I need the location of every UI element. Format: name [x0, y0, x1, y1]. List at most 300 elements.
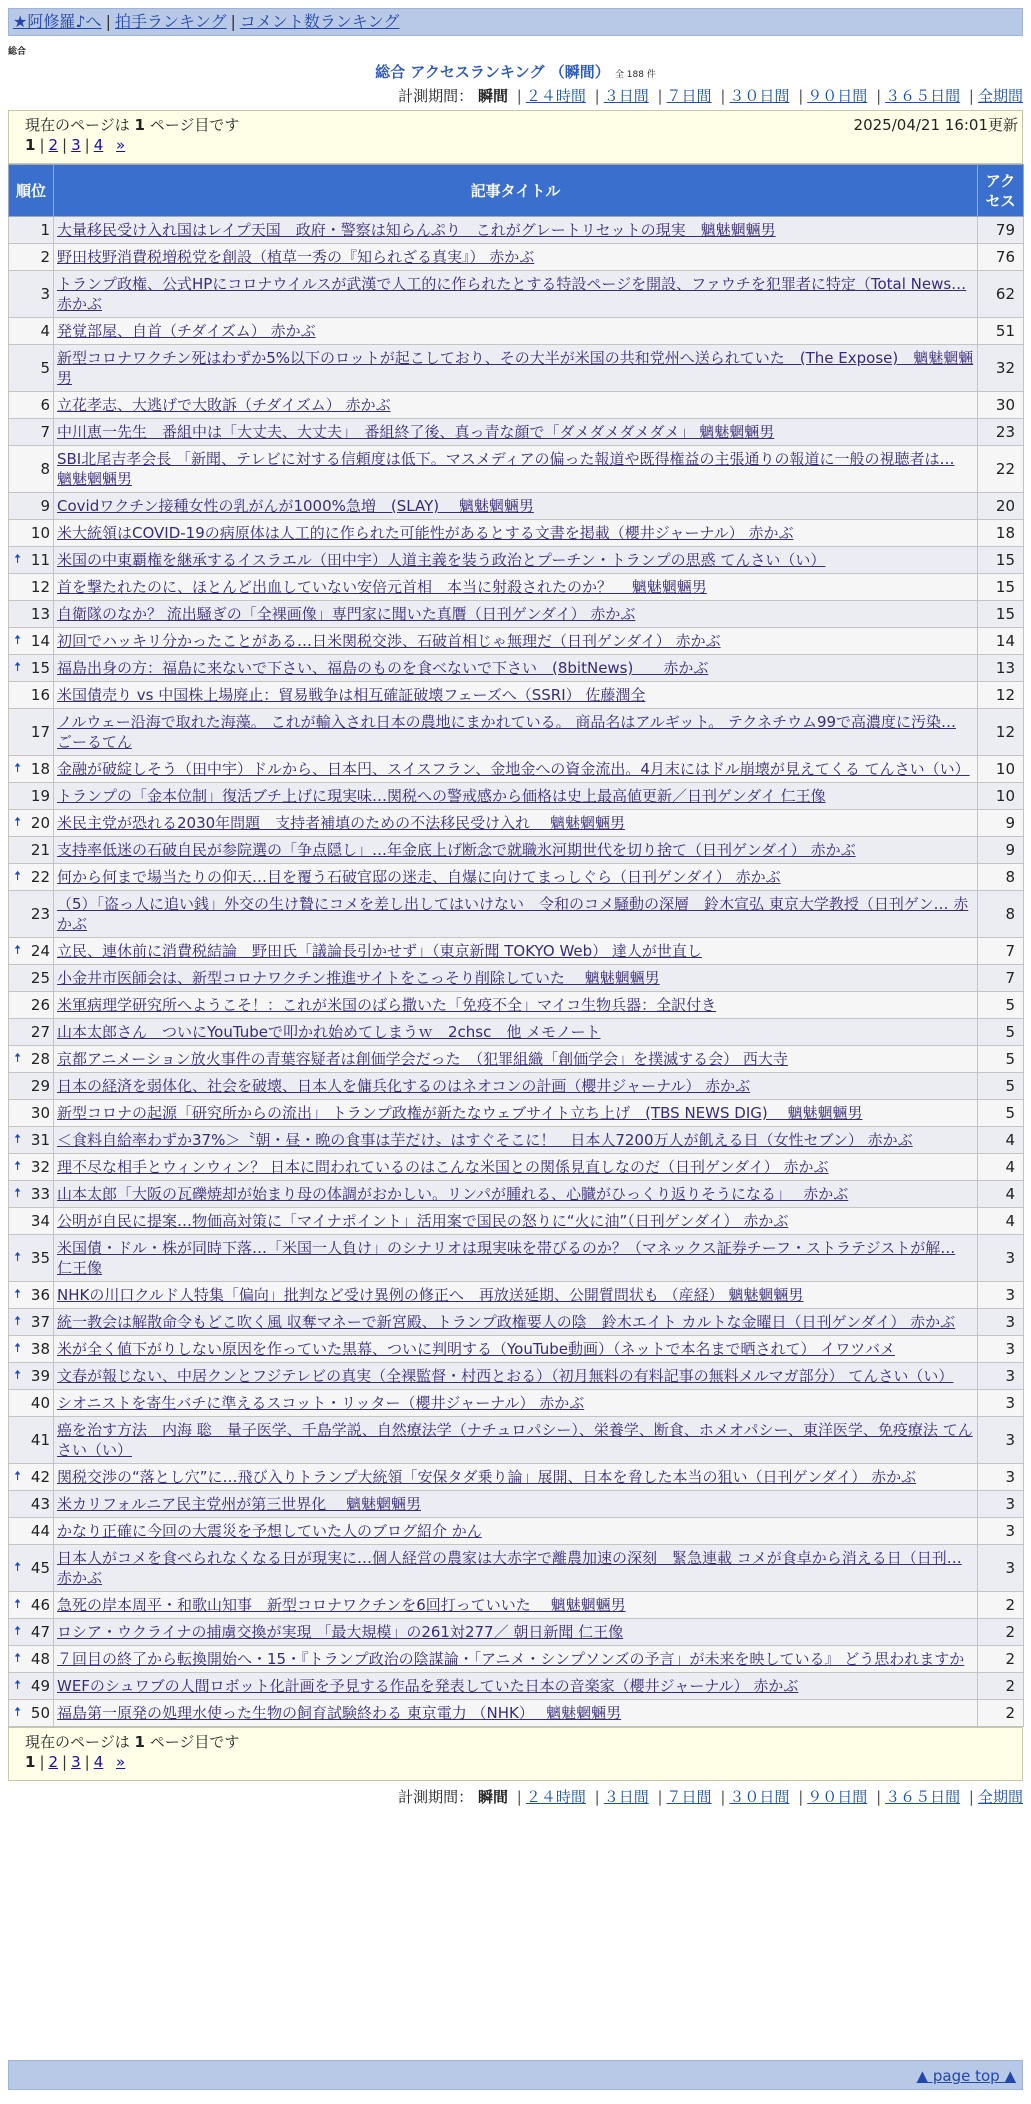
- rank-cell: [9, 682, 54, 709]
- access-count: 18: [978, 520, 1024, 547]
- access-count: 76: [978, 244, 1024, 271]
- article-link[interactable]: WEFのシュワブの人間ロボット化計画を予見する作品を発表していた日本の音楽家（櫻井ジャーナル） 赤かぶ: [57, 1677, 799, 1695]
- table-row: [9, 1046, 1024, 1073]
- table-row: [9, 1181, 1024, 1208]
- period-90d[interactable]: ９０日間: [807, 87, 868, 105]
- access-count: 3: [978, 1491, 1024, 1518]
- access-count: 12: [978, 682, 1024, 709]
- article-link[interactable]: 関税交渉の“落とし穴”に…飛び入りトランプ大統領「安保タダ乗り論」展開、日本を脅した本当の狙い（日刊ゲンダイ） 赤かぶ: [57, 1468, 917, 1486]
- access-count: 4: [978, 1154, 1024, 1181]
- pager: 1 | 2 | 3 | 4 »: [25, 136, 126, 154]
- period-24h[interactable]: ２４時間: [525, 87, 586, 105]
- title-cell: [54, 965, 978, 992]
- title-cell: [54, 547, 978, 574]
- access-count: 3: [978, 1518, 1024, 1545]
- link-comment-ranking[interactable]: コメント数ランキング: [239, 12, 400, 31]
- article-link[interactable]: 急死の岸本周平・和歌山知事 新型コロナワクチンを6回打っていいた 魑魅魍魎男: [57, 1596, 626, 1614]
- article-link[interactable]: 新型コロナワクチン死はわずか5%以下のロットが起こしており、その大半が米国の共和党州へ送られていた (The Expose) 魑魅魍魎男: [57, 349, 974, 387]
- rank-number: 49: [30, 1677, 50, 1695]
- title-cell: [54, 217, 978, 244]
- title-cell: [54, 601, 978, 628]
- access-count: 3: [978, 1417, 1024, 1464]
- link-asyura-home[interactable]: ★阿修羅♪へ: [13, 12, 102, 31]
- rank-cell: [9, 1235, 54, 1282]
- table-row: [9, 864, 1024, 891]
- rank-cell: [9, 1363, 54, 1390]
- article-link[interactable]: 癌を治す方法 内海 聡 量子医学、千島学説、自然療法学（ナチュロパシー）、栄養学、断食、ホメオパシー、東洋医学、免疫療法 てんさい（い）: [57, 1421, 973, 1459]
- rank-cell: [9, 628, 54, 655]
- rank-number: 17: [30, 723, 50, 741]
- title-cell: [54, 756, 978, 783]
- article-link[interactable]: ノルウェー沿海で取れた海藻。 これが輸入され日本の農地にまかれている。 商品名はアルギット。 テクネチウム99で高濃度に汚染… ごーるてん: [57, 713, 957, 751]
- page-top-link[interactable]: ▲ page top ▲: [916, 2067, 1016, 2085]
- table-row: [9, 1073, 1024, 1100]
- rank-up-arrow-icon: 🠅: [14, 1597, 22, 1612]
- rank-number: 11: [30, 551, 50, 569]
- rank-up-arrow-icon: 🠅: [14, 552, 22, 567]
- period-7d[interactable]: ７日間: [666, 1788, 712, 1806]
- access-count: 2: [978, 1673, 1024, 1700]
- rank-cell: [9, 345, 54, 392]
- rank-up-arrow-icon: 🠅: [14, 1341, 22, 1356]
- rank-number: 30: [30, 1104, 50, 1122]
- rank-cell: [9, 1336, 54, 1363]
- title-cell: [54, 1646, 978, 1673]
- rank-number: 45: [30, 1559, 50, 1577]
- rank-up-arrow-icon: 🠅: [14, 1469, 22, 1484]
- rank-number: 37: [30, 1313, 50, 1331]
- table-row: [9, 345, 1024, 392]
- article-link[interactable]: 理不尽な相手とウィンウィン？ 日本に問われているのはこんな米国との関係見直しなのだ（日刊ゲンダイ） 赤かぶ: [57, 1158, 829, 1176]
- rank-cell: [9, 271, 54, 318]
- table-row: [9, 682, 1024, 709]
- article-link[interactable]: 公明が自民に提案…物価高対策に「マイナポイント」活用案で国民の怒りに“火に油”（日刊ゲンダイ） 赤かぶ: [57, 1212, 789, 1230]
- access-count: 8: [978, 864, 1024, 891]
- period-all[interactable]: 全期間: [977, 87, 1023, 105]
- rank-number: 12: [30, 578, 50, 596]
- title-cell: [54, 1309, 978, 1336]
- title-cell: [54, 1046, 978, 1073]
- pager-page-4[interactable]: 4: [93, 1753, 104, 1771]
- title-cell: [54, 837, 978, 864]
- rank-cell: [9, 1518, 54, 1545]
- table-row: [9, 1491, 1024, 1518]
- article-link[interactable]: 初回でハッキリ分かったことがある…日米関税交渉、石破首相じゃ無理だ（日刊ゲンダイ） 赤かぶ: [57, 632, 721, 650]
- article-link[interactable]: トランプの「金本位制」復活ブチ上げに現実味…関税への警戒感から価格は史上最高値更新／日刊ゲンダイ 仁王像: [57, 787, 826, 805]
- article-link[interactable]: 京都アニメーション放火事件の青葉容疑者は創価学会だった （犯罪組織「創価学会」を撲滅する会） 西大寺: [57, 1050, 788, 1068]
- table-row: [9, 217, 1024, 244]
- table-row: [9, 810, 1024, 837]
- period-all[interactable]: 全期間: [977, 1788, 1023, 1806]
- rank-number: 8: [40, 460, 50, 478]
- article-link[interactable]: 中川恵一先生 番組中は「大丈夫、大丈夫」 番組終了後、真っ青な顔で「ダメダメダメダメ」 魑魅魍魎男: [57, 423, 775, 441]
- access-count: 20: [978, 493, 1024, 520]
- title-cell: [54, 1518, 978, 1545]
- rank-number: 50: [30, 1704, 50, 1722]
- rank-number: 20: [30, 814, 50, 832]
- rank-cell: [9, 1208, 54, 1235]
- rank-cell: [9, 655, 54, 682]
- article-link[interactable]: 統一教会は解散命令もどこ吹く風 収奪マネーで新宮殿、トランプ政権要人の陰 鈴木エイト カルトな金曜日（日刊ゲンダイ） 赤かぶ: [57, 1313, 956, 1331]
- rank-cell: [9, 810, 54, 837]
- pager-next[interactable]: »: [116, 136, 126, 154]
- rank-up-arrow-icon: 🠅: [14, 1051, 22, 1066]
- access-count: 23: [978, 419, 1024, 446]
- pager-page-3[interactable]: 3: [71, 1753, 81, 1771]
- rank-cell: [9, 1592, 54, 1619]
- title-cell: [54, 783, 978, 810]
- title-cell: [54, 1154, 978, 1181]
- rank-number: 33: [30, 1185, 50, 1203]
- article-link[interactable]: 新型コロナの起源「研究所からの流出」 トランプ政権が新たなウェブサイト立ち上げ (TBS NEWS DIG) 魑魅魍魎男: [57, 1104, 863, 1122]
- rank-number: 14: [30, 632, 50, 650]
- title-cell: [54, 244, 978, 271]
- rank-cell: [9, 1545, 54, 1592]
- access-count: 9: [978, 810, 1024, 837]
- rank-up-arrow-icon: 🠅: [14, 1132, 22, 1147]
- table-row: [9, 1646, 1024, 1673]
- rank-cell: [9, 446, 54, 493]
- period-current: 瞬間: [477, 1788, 508, 1806]
- table-row: [9, 965, 1024, 992]
- rank-up-arrow-icon: 🠅: [14, 761, 22, 776]
- rank-cell: [9, 756, 54, 783]
- rank-number: 38: [30, 1340, 50, 1358]
- rank-number: 27: [30, 1023, 50, 1041]
- access-count: 3: [978, 1235, 1024, 1282]
- rank-number: 3: [40, 285, 50, 303]
- access-count: 14: [978, 628, 1024, 655]
- article-link[interactable]: 首を撃たれたのに、ほとんど出血していない安倍元首相 本当に射殺されたのか？ 魑魅魍魎男: [57, 578, 707, 596]
- access-count: 3: [978, 1464, 1024, 1491]
- rank-up-arrow-icon: 🠅: [14, 869, 22, 884]
- article-link[interactable]: 何から何まで場当たりの仰天…目を覆う石破官邸の迷走、自爆に向けてまっしぐら（日刊ゲンダイ） 赤かぶ: [57, 868, 781, 886]
- rank-number: 43: [30, 1495, 50, 1513]
- rank-cell: [9, 601, 54, 628]
- title-cell: [54, 938, 978, 965]
- title-cell: [54, 1181, 978, 1208]
- table-row: [9, 601, 1024, 628]
- access-count: 12: [978, 709, 1024, 756]
- table-row: [9, 1700, 1024, 1727]
- access-count: 22: [978, 446, 1024, 493]
- table-row: [9, 318, 1024, 345]
- title-cell: [54, 1545, 978, 1592]
- title-cell: [54, 1208, 978, 1235]
- article-link[interactable]: 小金井市医師会は、新型コロナワクチン推進サイトをこっそり削除していた 魑魅魍魎男: [57, 969, 660, 987]
- rank-number: 29: [30, 1077, 50, 1095]
- period-3d[interactable]: ３日間: [603, 87, 649, 105]
- rank-up-arrow-icon: 🠅: [14, 1560, 22, 1575]
- access-count: 3: [978, 1363, 1024, 1390]
- title-cell: [54, 446, 978, 493]
- table-row: [9, 446, 1024, 493]
- table-row: [9, 1235, 1024, 1282]
- rank-cell: [9, 709, 54, 756]
- table-row: [9, 1127, 1024, 1154]
- period-24h[interactable]: ２４時間: [525, 1788, 586, 1806]
- rank-number: 44: [30, 1522, 50, 1540]
- access-count: 15: [978, 601, 1024, 628]
- access-count: 10: [978, 783, 1024, 810]
- rank-up-arrow-icon: 🠅: [14, 1624, 22, 1639]
- table-row: [9, 1545, 1024, 1592]
- table-row: [9, 756, 1024, 783]
- period-selector-top: 計測期間： 瞬間 | ２４時間 | ３日間 | ７日間 | ３０日間 | ９０日間 | ３６５日間 | 全期間: [398, 87, 1023, 105]
- article-link[interactable]: かなり正確に今回の大震災を予想していた人のブログ紹介 かん: [57, 1522, 482, 1540]
- rank-number: 39: [30, 1367, 50, 1385]
- article-link[interactable]: 山本太郎さん ついにYouTubeで叩かれ始めてしまうｗ 2chsc 他 メモノート: [57, 1023, 601, 1041]
- period-30d[interactable]: ３０日間: [729, 1788, 790, 1806]
- title-cell: [54, 1363, 978, 1390]
- rank-cell: [9, 837, 54, 864]
- table-row: [9, 1673, 1024, 1700]
- pager-page-4[interactable]: 4: [93, 136, 104, 154]
- article-link[interactable]: 米カリフォルニア民主党州が第三世界化 魑魅魍魎男: [57, 1495, 422, 1513]
- rank-number: 48: [30, 1650, 50, 1668]
- rank-cell: [9, 992, 54, 1019]
- title-cell: [54, 1491, 978, 1518]
- rank-number: 1: [40, 221, 50, 239]
- pager-current: 1: [25, 136, 36, 154]
- rank-cell: [9, 547, 54, 574]
- title-cell: [54, 891, 978, 938]
- pager-current: 1: [25, 1753, 36, 1771]
- article-link[interactable]: ７回目の終了から転換開始へ・15・『トランプ政治の陰謀論・「アニメ・シンプソンズの予言」が未来を映している』 どう思われますか: [57, 1650, 965, 1668]
- period-current: 瞬間: [477, 87, 508, 105]
- rank-up-arrow-icon: 🠅: [14, 1678, 22, 1693]
- rank-number: 16: [30, 686, 50, 704]
- access-count: 4: [978, 1181, 1024, 1208]
- page-indicator: 現在のページは 1 ページ目です: [25, 116, 240, 134]
- article-link[interactable]: 文春が報じない、中居クンとフジテレビの真実（全裸監督・村西とおる）（初月無料の有料記事の無料メルマガ部分） てんさい（い）: [57, 1367, 954, 1385]
- article-link[interactable]: SBI北尾吉孝会長 「新聞、テレビに対する信頼度は低下。マスメディアの偏った報道や既得権益の主張通りの報道に一般の視聴者は… 魑魅魍魎男: [57, 450, 955, 488]
- title-cell: [54, 810, 978, 837]
- table-row: [9, 1309, 1024, 1336]
- header-title: 記事タイトル: [54, 165, 978, 217]
- article-link[interactable]: 米国の中東覇権を継承するイスラエル（田中宇）人道主義を装う政治とプーチン・トランプの思惑 てんさい（い）: [57, 551, 826, 569]
- access-count: 10: [978, 756, 1024, 783]
- article-link[interactable]: NHKの川口クルド人特集「偏向」批判など受け異例の修正へ 再放送延期、公開質問状も （産経） 魑魅魍魎男: [57, 1286, 804, 1304]
- title-cell: [54, 574, 978, 601]
- rank-cell: [9, 1181, 54, 1208]
- rank-number: 46: [30, 1596, 50, 1614]
- separator: |: [105, 12, 111, 31]
- rank-number: 10: [30, 524, 50, 542]
- table-row: [9, 1390, 1024, 1417]
- link-applause-ranking[interactable]: 拍手ランキング: [114, 12, 227, 31]
- table-row: [9, 628, 1024, 655]
- rank-number: 26: [30, 996, 50, 1014]
- rank-number: 13: [30, 605, 50, 623]
- title-cell: [54, 655, 978, 682]
- bottom-bar: [8, 2060, 1023, 2090]
- article-link[interactable]: 立民、連休前に消費税結論 野田氏「議論長引かせず」（東京新聞 TOKYO Web） 達人が世直し: [57, 942, 702, 960]
- rank-cell: [9, 1700, 54, 1727]
- article-link[interactable]: ＜食料自給率わずか37%＞〝朝・昼・晩の食事は芋だけ〟はすぐそこに！ 日本人7200万人が飢える日（女性セブン） 赤かぶ: [57, 1131, 913, 1149]
- rank-cell: [9, 1464, 54, 1491]
- access-count: 4: [978, 1208, 1024, 1235]
- title-cell: [54, 1235, 978, 1282]
- period-7d[interactable]: ７日間: [666, 87, 712, 105]
- rank-number: 15: [30, 659, 50, 677]
- access-count: 32: [978, 345, 1024, 392]
- rank-number: 7: [40, 423, 50, 441]
- access-count: 2: [978, 1619, 1024, 1646]
- rank-number: 28: [30, 1050, 50, 1068]
- table-row: [9, 419, 1024, 446]
- title-cell: [54, 345, 978, 392]
- article-link[interactable]: （5）「盗っ人に追い銭」外交の生け贄にコメを差し出してはいけない 令和のコメ騒動の深層 鈴木宣弘 東京大学教授（日刊ゲン… 赤かぶ: [57, 895, 969, 933]
- article-link[interactable]: ロシア・ウクライナの捕虜交換が実現 「最大規模」の261対277／ 朝日新聞 仁王像: [57, 1623, 624, 1641]
- table-row: [9, 891, 1024, 938]
- title-cell: [54, 1390, 978, 1417]
- article-link[interactable]: Covidワクチン接種女性の乳がんが1000%急増 (SLAY) 魑魅魍魎男: [57, 497, 534, 515]
- rank-number: 32: [30, 1158, 50, 1176]
- article-link[interactable]: 日本の経済を弱体化、社会を破壊、日本人を傭兵化するのはネオコンの計画（櫻井ジャーナル） 赤かぶ: [57, 1077, 751, 1095]
- article-link[interactable]: 自衛隊のなか？ 流出騒ぎの「全裸画像」専門家に聞いた真贋（日刊ゲンダイ） 赤かぶ: [57, 605, 636, 623]
- article-link[interactable]: 米国債・ドル・株が同時下落…「米国一人負け」のシナリオは現実味を帯びるのか？（マネックス証券チーフ・ストラテジストが解… 仁王像: [57, 1239, 956, 1277]
- rank-cell: [9, 1073, 54, 1100]
- article-link[interactable]: 米大統領はCOVID-19の病原体は人工的に作られた可能性があるとする文書を掲載（櫻井ジャーナル） 赤かぶ: [57, 524, 794, 542]
- table-row: [9, 938, 1024, 965]
- article-link[interactable]: 支持率低迷の石破自民が参院選の「争点隠し」…年金底上げ断念で就職氷河期世代を切り捨て（日刊ゲンダイ） 赤かぶ: [57, 841, 856, 859]
- access-count: 30: [978, 392, 1024, 419]
- period-label: 計測期間：: [398, 87, 474, 105]
- rank-up-arrow-icon: 🠅: [14, 1186, 22, 1201]
- rank-number: 21: [30, 841, 50, 859]
- rank-number: 22: [30, 868, 50, 886]
- rank-cell: [9, 392, 54, 419]
- article-link[interactable]: 米軍病理学研究所へようこそ！：これが米国のばら撒いた「免疫不全」マイコ生物兵器：全訳付き: [57, 996, 717, 1014]
- title-cell: [54, 419, 978, 446]
- access-count: 5: [978, 1073, 1024, 1100]
- rank-number: 23: [30, 905, 50, 923]
- page-title-text: 総合 アクセスランキング （瞬間）: [375, 63, 610, 81]
- access-count: 9: [978, 837, 1024, 864]
- article-link[interactable]: 米が全く値下がりしない原因を作っていた黒幕、ついに判明する（YouTube動画）（ネットで本名まで晒されて） イワツバメ: [57, 1340, 895, 1358]
- access-count: 5: [978, 1046, 1024, 1073]
- article-link[interactable]: 大量移民受け入れ国はレイプ天国 政府・警察は知らんぷり これがグレートリセットの現実 魑魅魍魎男: [57, 221, 776, 239]
- rank-number: 47: [30, 1623, 50, 1641]
- table-row: [9, 1282, 1024, 1309]
- rank-cell: [9, 520, 54, 547]
- article-link[interactable]: 福島第一原発の処理水使った生物の飼育試験終わる 東京電力 （NHK） 魑魅魍魎男: [57, 1704, 622, 1722]
- title-cell: [54, 520, 978, 547]
- rank-cell: [9, 783, 54, 810]
- period-30d[interactable]: ３０日間: [729, 87, 790, 105]
- article-link[interactable]: シオニストを寄生バチに準えるスコット・リッター（櫻井ジャーナル） 赤かぶ: [57, 1394, 585, 1412]
- rank-cell: [9, 1100, 54, 1127]
- article-link[interactable]: 米民主党が恐れる2030年問題 支持者補填のための不法移民受け入れ 魑魅魍魎男: [57, 814, 625, 832]
- rank-up-arrow-icon: 🠅: [14, 815, 22, 830]
- article-link[interactable]: 日本人がコメを食べられなくなる日が現実に…個人経営の農家は大赤字で離農加速の深刻 緊急連載 コメが食卓から消える日（日刊… 赤かぶ: [57, 1549, 962, 1587]
- period-90d[interactable]: ９０日間: [807, 1788, 868, 1806]
- access-count: 2: [978, 1646, 1024, 1673]
- rank-number: 5: [40, 359, 50, 377]
- rank-cell: [9, 891, 54, 938]
- pager-page-3[interactable]: 3: [71, 136, 81, 154]
- rank-number: 34: [30, 1212, 50, 1230]
- rank-number: 40: [30, 1394, 50, 1412]
- article-link[interactable]: 立花孝志、大逃げで大敗訴（チダイズム） 赤かぶ: [57, 396, 391, 414]
- table-row: [9, 709, 1024, 756]
- title-cell: [54, 682, 978, 709]
- table-row: [9, 493, 1024, 520]
- article-link[interactable]: 米国債売り vs 中国株上場廃止：貿易戦争は相互確証破壊フェーズへ（SSRI） 佐藤潤全: [57, 686, 646, 704]
- rank-number: 25: [30, 969, 50, 987]
- rank-up-arrow-icon: 🠅: [14, 1250, 22, 1265]
- access-count: 79: [978, 217, 1024, 244]
- table-row: [9, 1363, 1024, 1390]
- title-cell: [54, 318, 978, 345]
- title-cell: [54, 392, 978, 419]
- rank-cell: [9, 217, 54, 244]
- table-row: [9, 1208, 1024, 1235]
- table-row: [9, 783, 1024, 810]
- rank-number: 19: [30, 787, 50, 805]
- period-label: 計測期間：: [398, 1788, 474, 1806]
- article-link[interactable]: トランプ政権、公式HPにコロナウイルスが武漢で人工的に作られたとする特設ページを開設、ファウチを犯罪者に特定（Total News… 赤かぶ: [57, 275, 967, 313]
- article-link[interactable]: 野田枝野消費税増税党を創設（植草一秀の『知られざる真実』） 赤かぶ: [57, 248, 535, 266]
- title-cell: [54, 1336, 978, 1363]
- top-nav-bar: [8, 8, 1023, 36]
- pager-next[interactable]: »: [116, 1753, 126, 1771]
- rank-cell: [9, 1646, 54, 1673]
- access-count: 7: [978, 938, 1024, 965]
- table-row: [9, 271, 1024, 318]
- rank-cell: [9, 1282, 54, 1309]
- title-cell: [54, 864, 978, 891]
- rank-up-arrow-icon: 🠅: [14, 1287, 22, 1302]
- period-365d[interactable]: ３６５日間: [885, 87, 961, 105]
- pager-page-2[interactable]: 2: [48, 136, 59, 154]
- table-row: [9, 547, 1024, 574]
- title-cell: [54, 709, 978, 756]
- article-link[interactable]: 発覚部屋、自首（チダイズム） 赤かぶ: [57, 322, 316, 340]
- rank-number: 35: [30, 1249, 50, 1267]
- rank-up-arrow-icon: 🠅: [14, 943, 22, 958]
- updated-time: 2025/04/21 16:01更新: [853, 116, 1018, 134]
- article-link[interactable]: 金融が破綻しそう（田中宇）ドルから、日本円、スイスフラン、金地金への資金流出。4月末にはドル崩壊が見えてくる てんさい（い）: [57, 760, 970, 778]
- access-count: 5: [978, 1019, 1024, 1046]
- rank-cell: [9, 1390, 54, 1417]
- access-count: 3: [978, 1390, 1024, 1417]
- title-cell: [54, 1673, 978, 1700]
- rank-cell: [9, 1309, 54, 1336]
- article-link[interactable]: 福島出身の方：福島に来ないで下さい、福島のものを食べないで下さい (8bitNews) 赤かぶ: [57, 659, 709, 677]
- rank-number: 42: [30, 1468, 50, 1486]
- ranking-table: [8, 164, 1024, 1727]
- table-row: [9, 574, 1024, 601]
- title-cell: [54, 1417, 978, 1464]
- access-count: 13: [978, 655, 1024, 682]
- page-info-bottom: [8, 1727, 1023, 1781]
- article-link[interactable]: 山本太郎「大阪の瓦礫焼却が始まり母の体調がおかしい。リンパが腫れる、心臓がひっくり返りそうになる」 赤かぶ: [57, 1185, 849, 1203]
- pager-page-2[interactable]: 2: [48, 1753, 59, 1771]
- period-365d[interactable]: ３６５日間: [885, 1788, 961, 1806]
- access-count: 3: [978, 1309, 1024, 1336]
- title-cell: [54, 992, 978, 1019]
- title-cell: [54, 628, 978, 655]
- period-3d[interactable]: ３日間: [603, 1788, 649, 1806]
- rank-number: 6: [40, 396, 50, 414]
- rank-up-arrow-icon: 🠅: [14, 1159, 22, 1174]
- table-row: [9, 1619, 1024, 1646]
- page-title: [0, 62, 1031, 85]
- access-count: 2: [978, 1700, 1024, 1727]
- rank-up-arrow-icon: 🠅: [14, 1705, 22, 1720]
